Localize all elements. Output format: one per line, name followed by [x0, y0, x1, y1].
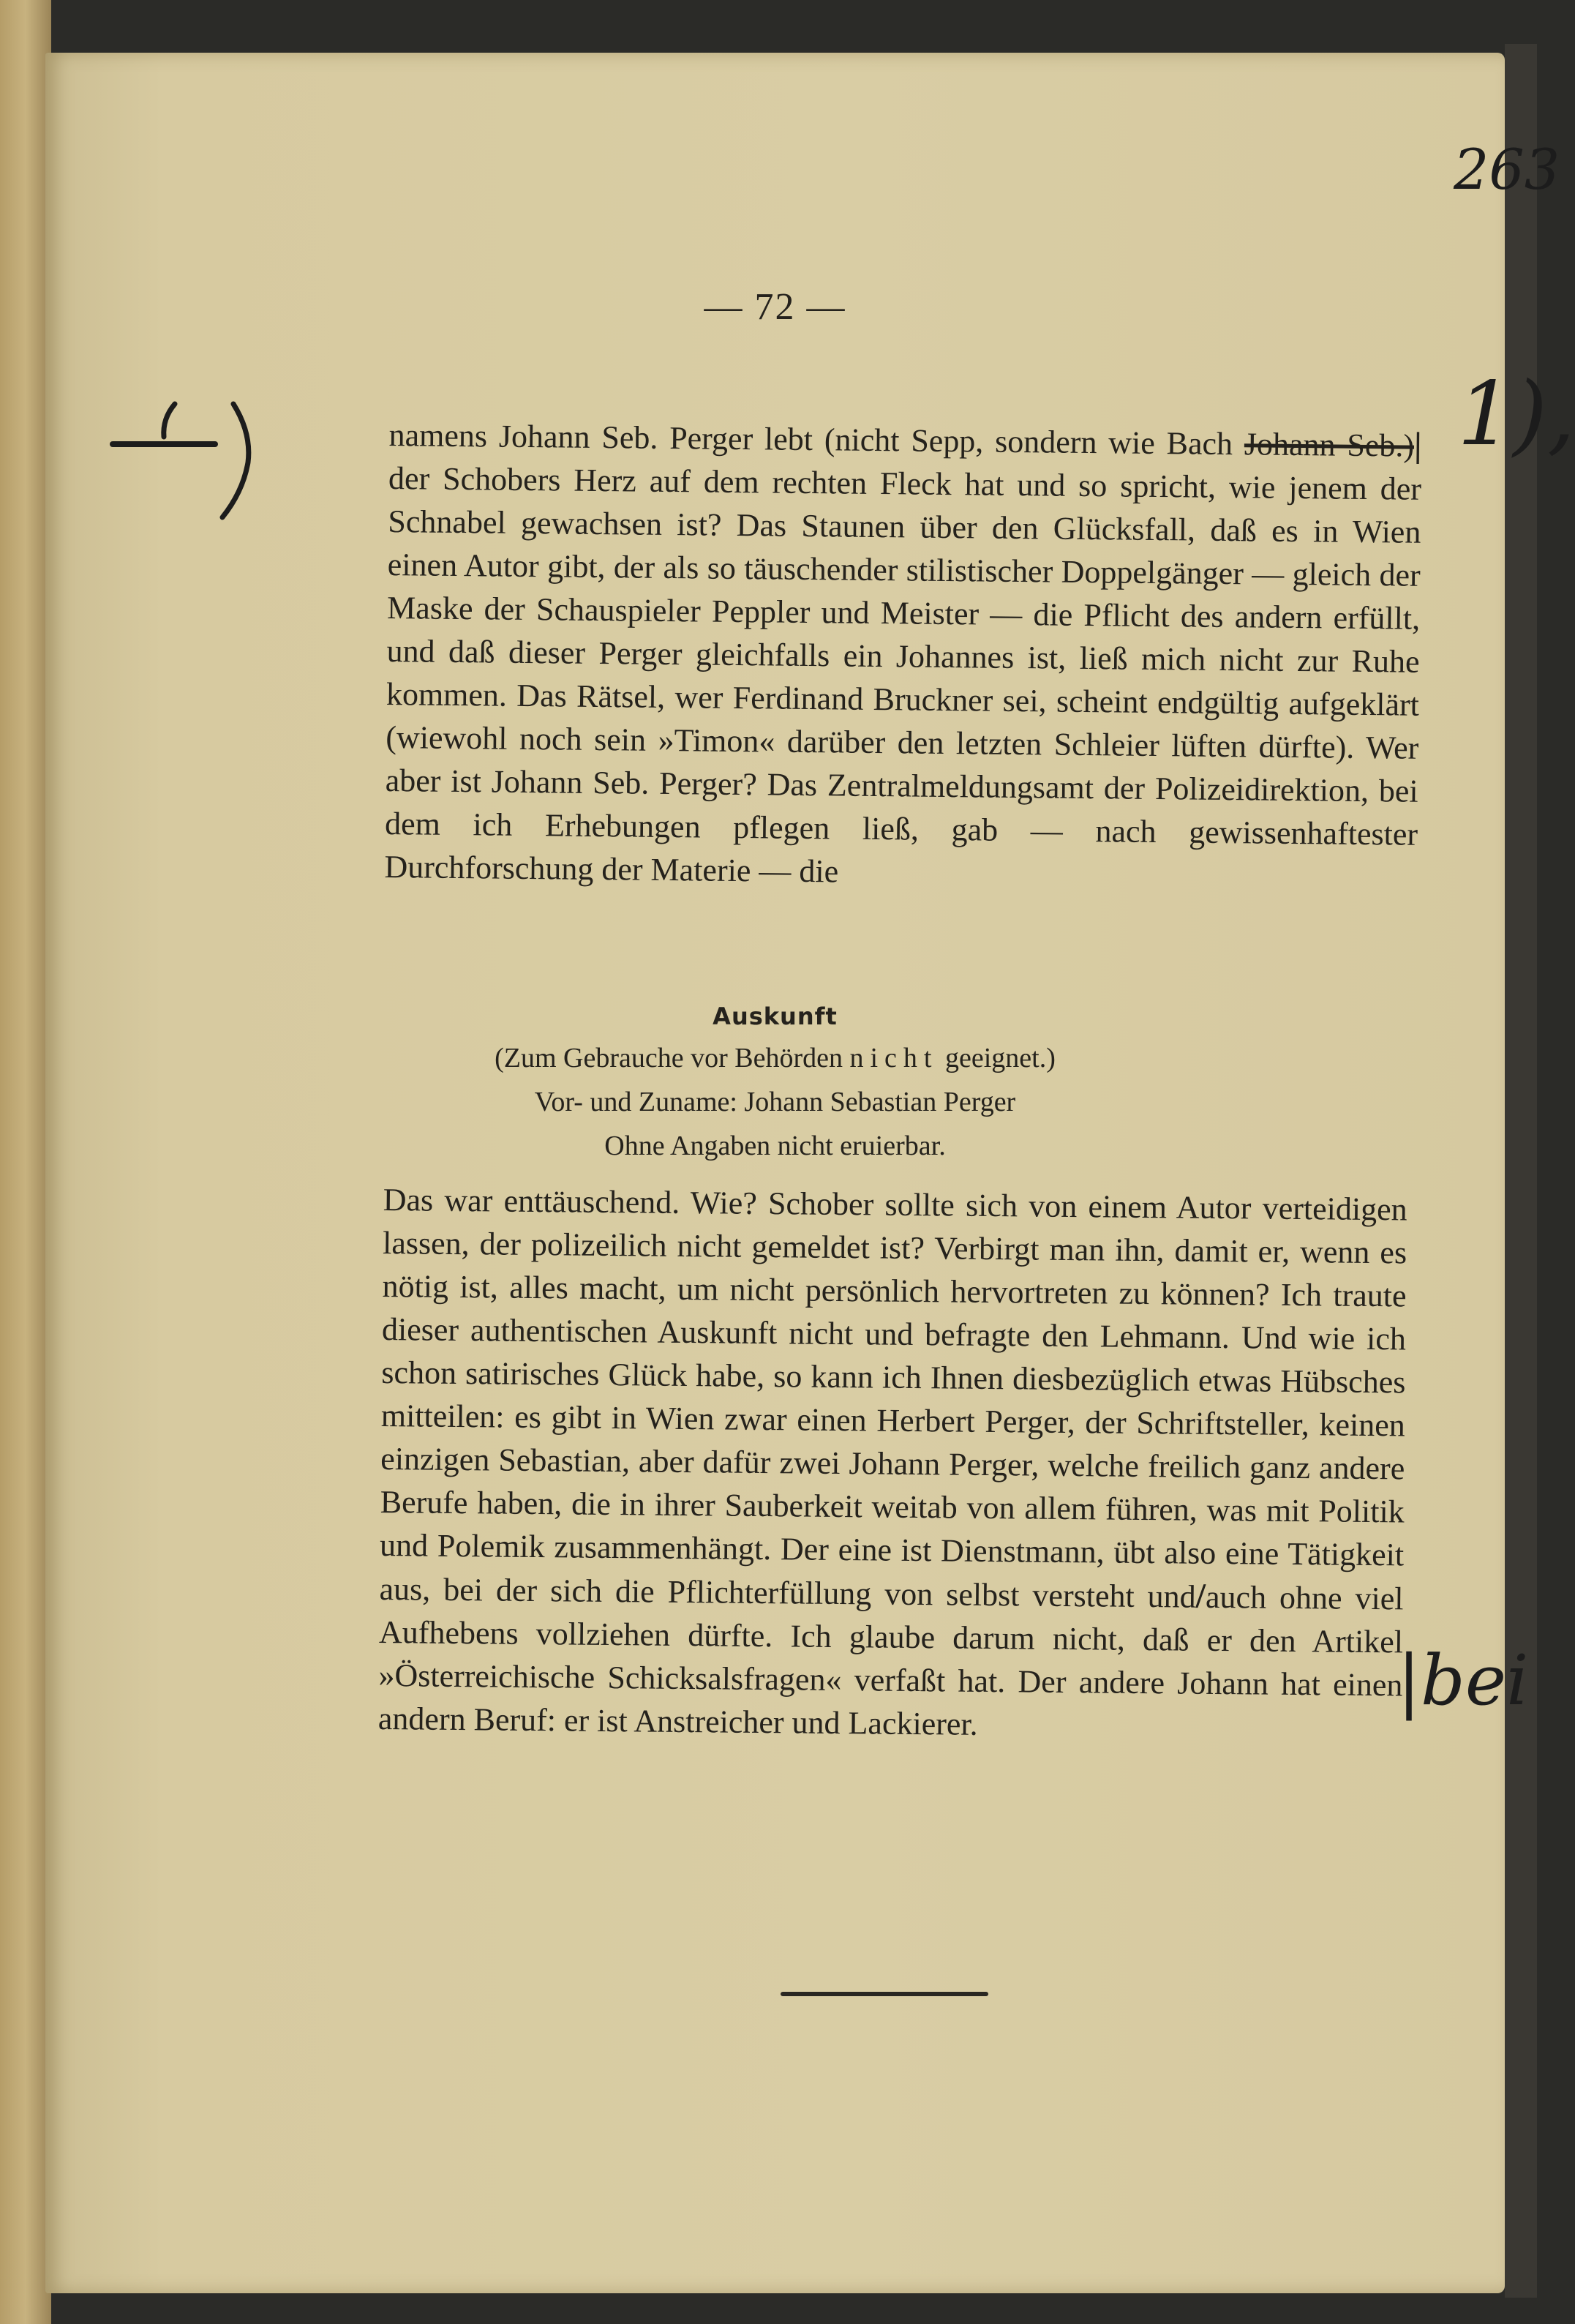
- auskunft-note-emphasis: nicht: [849, 1043, 939, 1073]
- paragraph-2: [378, 1178, 1407, 1750]
- paragraph-2-rest: auch ohne viel Aufhebens vollziehen dürfte. Ich glaube darum nicht, daß er den Artikel »Österreichische Schicksalsfragen« verfaßt hat. Der andere Johann hat einen andern Beruf: er ist Anstreicher und Lackierer.: [377, 1578, 1404, 1742]
- paragraph-2-start: Das war enttäuschend. Wie? Schober sollte sich von einem Autor verteidigen lassen, der polizeilich nicht gemeldet ist? Verbirgt man ihn, damit er, wenn es nötig ist, alles macht, um nicht persönlich hervortreten zu können? Ich traute dieser authentischen Auskunft nicht und befragte den Lehmann. Und wie ich schon satirisches Glück habe, so kann ich Ihnen diesbezüglich etwas Hübsches mitteilen: es gibt in Wien zwar einen Herbert Perger, der Schriftsteller, keinen einzigen Sebastian, aber dafür zwei Johann Perger, welche freilich ganz andere Berufe haben, die in ihrer Sauberkeit weitab von allem führen, was mit Politik und Polemik zusammenhängt. Der eine ist Dienstmann, übt also eine Tätigkeit aus, bei der sich die Pflichterfüllung von selbst versteht und: [379, 1181, 1407, 1615]
- auskunft-block: [45, 997, 1505, 1168]
- auskunft-note: [45, 1036, 1505, 1080]
- archive-page-number: 263: [1454, 137, 1560, 202]
- handwritten-margin-mark-icon: [105, 375, 281, 528]
- handwritten-insert-mark: /: [1195, 1576, 1206, 1616]
- auskunft-note-start: (Zum Gebrauche vor Behörden: [495, 1043, 850, 1073]
- book-spine-edge: [0, 0, 51, 2324]
- auskunft-result-line: Ohne Angaben nicht eruierbar.: [604, 1131, 946, 1161]
- auskunft-name-line: Vor- und Zuname: Johann Sebastian Perger: [534, 1087, 1016, 1117]
- paragraph-1: [384, 413, 1422, 899]
- auskunft-title: Auskunft: [713, 1002, 838, 1030]
- handwritten-margin-note-top: 1),: [1457, 364, 1575, 465]
- book-page: [45, 53, 1575, 2293]
- handwritten-margin-note-bottom: |bei: [1397, 1641, 1529, 1721]
- auskunft-note-end: geeignet.): [938, 1043, 1056, 1073]
- printed-page-number: — 72 —: [704, 286, 846, 328]
- end-rule-divider: [781, 1992, 988, 1996]
- struck-through-text: Johann Seb.): [1244, 426, 1415, 464]
- handwritten-bar-mark: |: [1413, 425, 1422, 465]
- paragraph-1-start: namens Johann Seb. Perger lebt (nicht Sepp, sondern wie Bach: [388, 416, 1245, 462]
- paragraph-1-rest: der Schobers Herz auf dem rechten Fleck hat und so spricht, wie jenem der Schnabel gewachsen ist? Das Staunen über den Glücksfall, daß es in Wien einen Autor gibt, der als so täuschender stilistischer Doppelgänger — gleich der Maske der Schauspieler Peppler und Meister — die Pflicht des andern erfüllt, und daß dieser Perger gleichfalls ein Johannes ist, ließ mich nicht zur Ruhe kommen. Das Rätsel, wer Ferdinand Bruckner sei, scheint endgültig aufgeklärt (wiewohl noch sein »Timon« darüber den letzten Schleier lüften dürfte). Wer aber ist Johann Seb. Perger? Das Zentralmeldungsamt der Polizeidirektion, bei dem ich Erhebungen pflegen ließ, gab — nach gewissenhaftester Durchforschung der Materie — die: [384, 460, 1422, 890]
